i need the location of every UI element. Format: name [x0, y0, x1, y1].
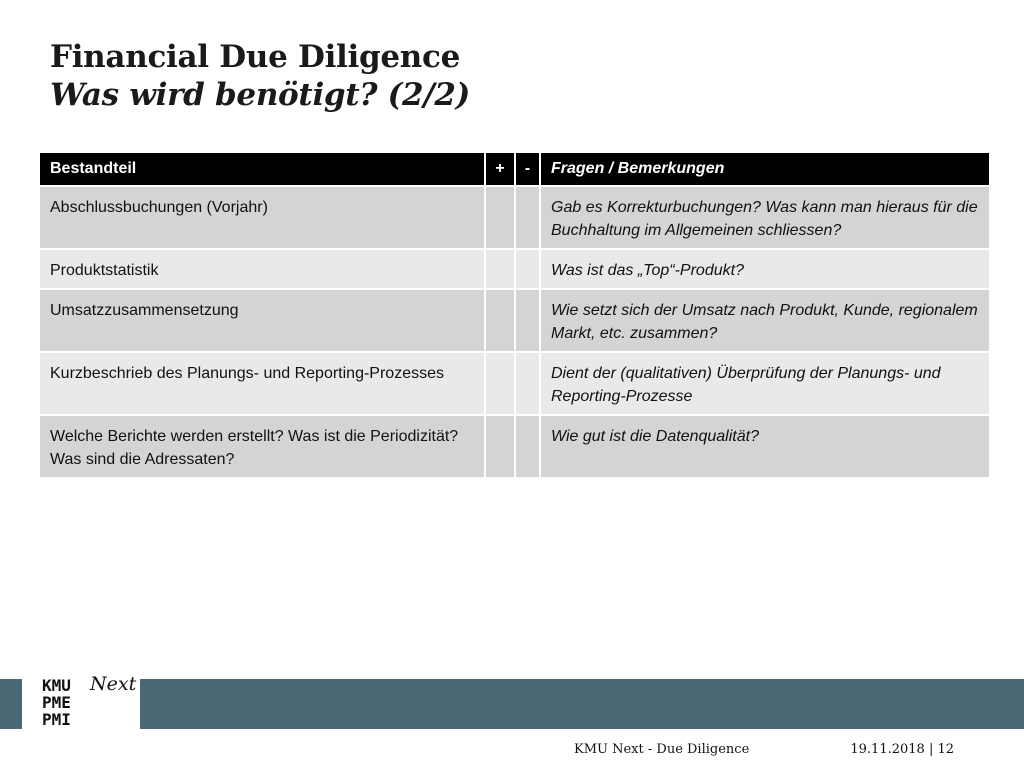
table-row [40, 249, 989, 289]
header-questions: Fragen / Bemerkungen [540, 153, 989, 186]
title-line-2: Was wird benötigt? (2/2) [50, 77, 470, 113]
cell-component: Umsatzzusammensetzung [40, 289, 485, 352]
logo-text: KMU PME PMI [42, 676, 71, 729]
cell-question: Was ist das „Top“-Produkt? [540, 249, 989, 289]
cell-question: Wie gut ist die Datenqualität? [540, 415, 989, 477]
cell-plus [485, 186, 515, 249]
cell-component: Produktstatistik [40, 249, 485, 289]
cell-plus [485, 352, 515, 415]
cell-component: Welche Berichte werden erstellt? Was ist die Periodizität? Was sind die Adressaten? [40, 415, 485, 477]
table-header-row [40, 153, 989, 186]
table-row [40, 289, 989, 352]
cell-minus [515, 415, 540, 477]
footer-date-page: 19.11.2018 | 12 [850, 742, 954, 757]
logo-next-text: Next [90, 673, 137, 695]
cell-question: Gab es Korrekturbuchungen? Was kann man hieraus für die Buchhaltung im Allgemeinen schliessen? [540, 186, 989, 249]
footer-title: KMU Next - Due Diligence [574, 742, 750, 757]
header-plus: + [485, 153, 515, 186]
cell-plus [485, 415, 515, 477]
cell-question: Wie setzt sich der Umsatz nach Produkt, Kunde, regionalem Markt, etc. zusammen? [540, 289, 989, 352]
header-minus: - [515, 153, 540, 186]
table-row [40, 415, 989, 477]
table-row [40, 352, 989, 415]
title-line-1: Financial Due Diligence [50, 39, 461, 75]
cell-question: Dient der (qualitativen) Überprüfung der Planungs- und Reporting-Prozesse [540, 352, 989, 415]
cell-minus [515, 289, 540, 352]
cell-component: Kurzbeschrieb des Planungs- und Reporting-Prozesses [40, 352, 485, 415]
header-component: Bestandteil [40, 153, 485, 186]
kmu-next-logo [22, 669, 140, 733]
slide-title [50, 38, 470, 114]
cell-minus [515, 186, 540, 249]
cell-minus [515, 352, 540, 415]
footer-band [0, 676, 1024, 729]
cell-plus [485, 249, 515, 289]
table-row [40, 186, 989, 249]
requirements-table [40, 153, 989, 477]
cell-plus [485, 289, 515, 352]
cell-component: Abschlussbuchungen (Vorjahr) [40, 186, 485, 249]
cell-minus [515, 249, 540, 289]
